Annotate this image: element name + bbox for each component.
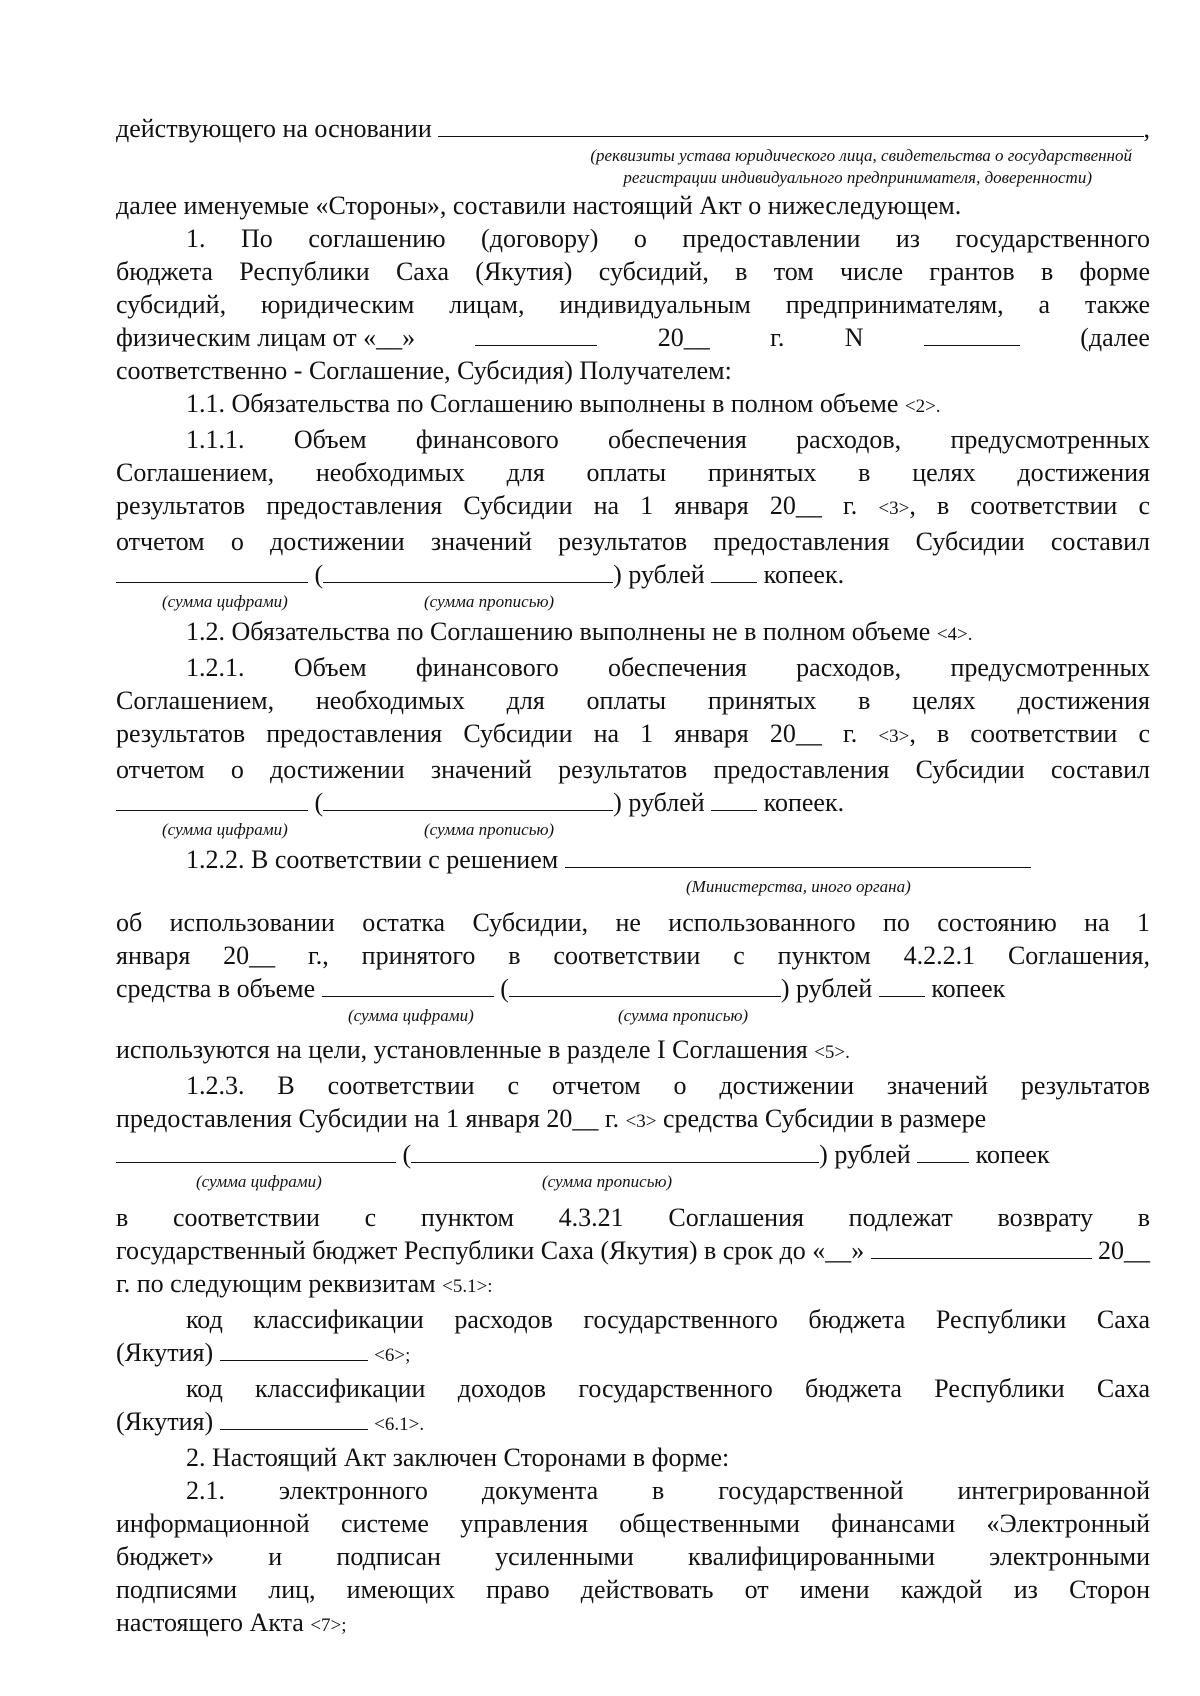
kbk-expenses-line-2: (Якутия) <6>; [116,1338,411,1367]
clause-2: 2. Настоящий Акт заключен Сторонами в форме: [186,1443,730,1472]
clause-1-2-2-line-3: января 20__ г., принятого в соответствии с пунктом 4.2.2.1 Соглашения, [116,941,1150,970]
basis-caption-1: (реквизиты устава юридического лица, свидетельства о государственной [590,146,1132,165]
sum-words-blank[interactable] [323,786,613,811]
agreement-date-blank[interactable] [475,321,597,346]
clause-1-2-2-line-4: средства в объеме ( ) рублей копеек [116,974,1006,1003]
decision-authority-blank[interactable] [565,843,1031,868]
kopecks-blank[interactable] [711,558,757,583]
agreement-number-blank[interactable] [924,321,1020,346]
clause-1-line-5: соответственно - Соглашение, Субсидия) Получателем: [116,356,732,385]
clause-1-line-1: 1. По соглашению (договору) о предоставлении из государственного [186,224,1150,253]
basis-blank[interactable] [438,112,1143,137]
return-deadline-blank[interactable] [871,1234,1092,1259]
sum-digits-blank[interactable] [116,558,308,583]
sum-captions-1-2-1: (сумма цифрами) (сумма прописью) [162,820,555,839]
return-captions: (сумма цифрами) (сумма прописью) [196,1172,673,1191]
document-page [116,112,1150,1642]
clause-1-2-3-line-5: государственный бюджет Республики Саха (Якутия) в срок до «__» 20__ [116,1236,1150,1265]
clause-1-2-1-line-2: Соглашением, необходимых для оплаты принятых в целях достижения [116,686,1150,715]
return-kopecks-blank[interactable] [917,1138,969,1163]
clause-1-line-3: субсидий, юридическим лицам, индивидуальным предпринимателям, а также [116,290,1150,319]
clause-1-2-2-line-2: об использовании остатка Субсидии, не использованного по состоянию на 1 [116,908,1150,937]
sum-captions-1-1-1: (сумма цифрами) (сумма прописью) [162,592,555,611]
sum-digits-blank[interactable] [116,786,308,811]
ministry-caption: (Министерства, иного органа) [686,877,911,896]
clause-2-1-line-1: 2.1. электронного документа в государственной интегрированной [186,1476,1150,1505]
clause-1-1: 1.1. Обязательства по Соглашению выполнены в полном объеме <2>. [186,389,941,418]
clause-1-2-3-line-2: предоставления Субсидии на 1 января 20__ г. <3> средства Субсидии в размере [116,1104,987,1133]
sum-line-1-2-1: ( ) рублей копеек. [116,786,1150,819]
return-words-blank[interactable] [411,1138,819,1163]
kopecks-blank[interactable] [711,786,757,811]
return-sum-line: ( ) рублей копеек [116,1138,1150,1171]
parties-line: далее именуемые «Стороны», составили настоящий Акт о нижеследующем. [116,191,962,220]
kbk-expenses-blank[interactable] [220,1336,368,1361]
basis-caption-2: регистрации индивидуального предпринимателя, доверенности) [623,168,1092,187]
sum-line-1-1-1: ( ) рублей копеек. [116,558,1150,591]
basis-line: действующего на основании , [116,114,1150,143]
clause-2-1-line-3: бюджет» и подписан усиленными квалифицированными электронными [116,1542,1150,1571]
clause-1-1-1-line-3: результатов предоставления Субсидии на 1 января 20__ г. <3>, в соответствии с [116,491,1150,520]
clause-1-2-2-line-5: используются на цели, установленные в разделе I Соглашения <5>. [116,1035,850,1064]
clause-1-2-2-line-1: 1.2.2. В соответствии с решением [116,843,1150,876]
return-digits-blank[interactable] [116,1138,396,1163]
clause-1-2-1-line-4: отчетом о достижении значений результатов предоставления Субсидии составил [116,755,1150,784]
kbk-income-line-1: код классификации доходов государственного бюджета Республики Саха [186,1374,1150,1403]
kbk-income-blank[interactable] [220,1405,368,1430]
clause-1-2-3-line-1: 1.2.3. В соответствии с отчетом о достижении значений результатов [186,1071,1150,1100]
clause-1-1-1-line-1: 1.1.1. Объем финансового обеспечения расходов, предусмотренных [186,425,1150,454]
kbk-income-line-2: (Якутия) <6.1>. [116,1407,425,1436]
clause-2-1-line-5: настоящего Акта <7>; [116,1608,347,1637]
clause-1-2-3-line-6: г. по следующим реквизитам <5.1>: [116,1269,493,1298]
remainder-words-blank[interactable] [509,972,781,997]
clause-1-line-4: физическим лицам от «__» 20__ г. N (далее [116,323,1150,352]
remainder-digits-blank[interactable] [322,972,494,997]
clause-2-1-line-4: подписями лиц, имеющих право действовать от имени каждой из Сторон [116,1575,1150,1604]
remainder-captions: (сумма цифрами) (сумма прописью) [348,1006,749,1025]
clause-1-2-3-line-4: в соответствии с пунктом 4.3.21 Соглашения подлежат возврату в [116,1203,1150,1232]
clause-1-2: 1.2. Обязательства по Соглашению выполнены не в полном объеме <4>. [186,617,973,646]
clause-1-1-1-line-2: Соглашением, необходимых для оплаты принятых в целях достижения [116,458,1150,487]
clause-2-1-line-2: информационной системе управления общественными финансами «Электронный [116,1509,1150,1538]
clause-1-2-1-line-1: 1.2.1. Объем финансового обеспечения расходов, предусмотренных [186,653,1150,682]
sum-words-blank[interactable] [323,558,613,583]
clause-1-2-1-line-3: результатов предоставления Субсидии на 1 января 20__ г. <3>, в соответствии с [116,719,1150,748]
kbk-expenses-line-1: код классификации расходов государственного бюджета Республики Саха [186,1305,1150,1334]
clause-1-1-1-line-4: отчетом о достижении значений результатов предоставления Субсидии составил [116,527,1150,556]
clause-1-line-2: бюджета Республики Саха (Якутия) субсидий, в том числе грантов в форме [116,257,1150,286]
remainder-kopecks-blank[interactable] [879,972,925,997]
